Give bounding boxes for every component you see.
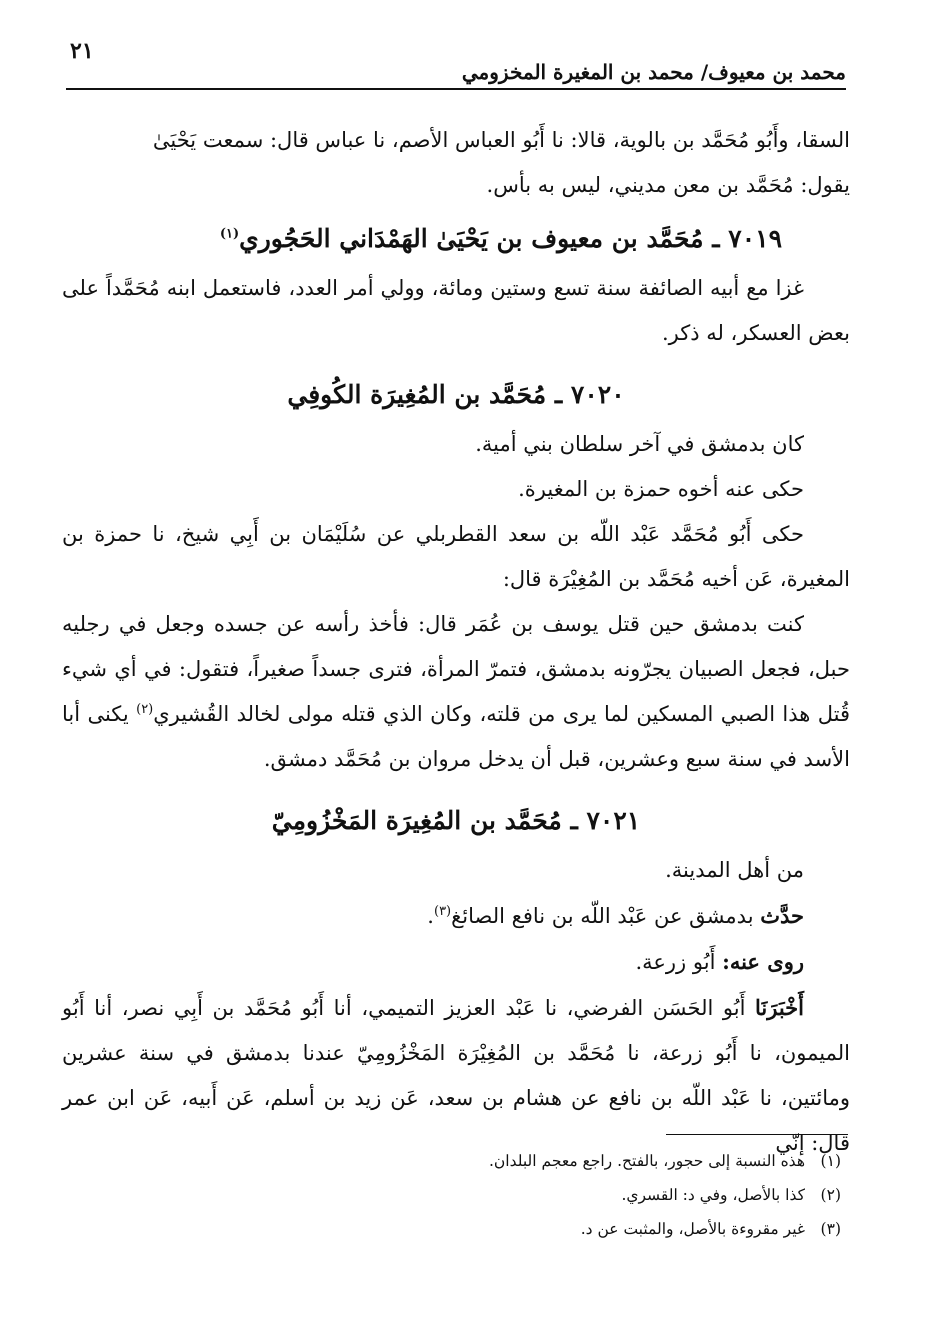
entry-7020-paragraph-2: حكى عنه أخوه حمزة بن المغيرة. bbox=[518, 477, 804, 501]
entry-7021-paragraph-3 bbox=[62, 939, 850, 985]
page-number: ٢١ bbox=[70, 38, 94, 64]
entry-7020-paragraph-4 bbox=[62, 602, 850, 782]
entry-7020-paragraph-3: حكى أَبُو مُحَمَّد عَبْد اللّه بن سعد القطربلي عن سُلَيْمَان بن أَبِي شيخ، نا حمزة بن المغيرة، عَن أخيه مُحَمَّد بن المُغِيْرَة قال: bbox=[62, 522, 850, 591]
footnote-ref-1: (١) bbox=[219, 226, 240, 242]
footnote-ref-2: (٢) bbox=[136, 702, 154, 717]
footnote-3 bbox=[141, 1212, 841, 1246]
entry-7020-paragraph-4-text-b: يكنى أبا الأسد في سنة سبع وعشرين، قبل أن يدخل مروان بن مُحَمَّد دمشق. bbox=[62, 702, 850, 771]
footnote-1-number: (١) bbox=[820, 1152, 841, 1170]
continuation-line-1: السقا، وأَبُو مُحَمَّد بن بالوية، قالا: نا أَبُو العباس الأصم، نا عباس قال: سمعت يَحْيَىٰ bbox=[152, 128, 850, 152]
entry-7021-paragraph-4-text: أَبُو الحَسَن الفرضي، نا عَبْد العزيز التميمي، أنا أَبُو مُحَمَّد بن أَبِي نصر، أنا أَبُو الميمون، نا أَبُو زرعة، نا مُحَمَّد بن المُغِيْرَة المَخْزُومِيّ عندنا بدمشق في سنة عشرين ومائتين، نا عَبْد اللّه بن نافع عن هشام بن سعد، عَن زيد بن أسلم، عَن أَبيه، عَن ابن عمر قال: إنّي bbox=[62, 996, 850, 1155]
footnote-3-text: غير مقروءة بالأصل، والمثبت عن د. bbox=[580, 1220, 805, 1238]
page-header bbox=[66, 38, 846, 90]
entry-7020-paragraph-1: كان بدمشق في آخر سلطان بني أمية. bbox=[475, 432, 804, 456]
footnote-1-text: هذه النسبة إلى حجور، بالفتح. راجع معجم البلدان. bbox=[489, 1152, 805, 1170]
entry-7021-paragraph-2-text: بدمشق عن عَبْد اللّه بن نافع الصائغ bbox=[451, 904, 761, 928]
running-title: محمد بن معيوف/ محمد بن المغيرة المخزومي bbox=[461, 60, 846, 84]
entry-7020-paragraph-4-text-a: كنت بدمشق حين قتل يوسف بن عُمَر قال: فأخذ رأسه عن جسده وجعل في رجليه حبل، فجعل الصبيان يجرّونه بدمشق، فتمرّ المرأة، فترى جسداً صغيراً، فتقول: في أي شيء قُتل هذا الصبي المسكين لما يرى من قلته، وكان الذي قتله مولى لخالد القُشيري bbox=[62, 612, 850, 726]
entry-7021-paragraph-1: من أهل المدينة. bbox=[665, 858, 804, 882]
main-text bbox=[62, 118, 850, 1166]
entry-7021-paragraph-3-text: أَبُو زرعة. bbox=[635, 950, 723, 974]
footnote-separator bbox=[666, 1134, 848, 1135]
continuation-line-2: يقول: مُحَمَّد بن معن مديني، ليس به بأس. bbox=[486, 173, 850, 197]
keyword-rawa-anhu: روى عنه: bbox=[722, 949, 804, 974]
paragraph-continuation bbox=[62, 118, 850, 208]
entry-title-7021: ٧٠٢١ ـ مُحَمَّد بن المُغِيرَة المَخْزُومِيّ bbox=[271, 806, 641, 835]
entry-7021-paragraph-4 bbox=[62, 985, 850, 1166]
footnote-2-text: كذا بالأصل، وفي د: القسري. bbox=[621, 1186, 805, 1204]
entry-title-7019 bbox=[62, 214, 850, 264]
entry-7019-paragraph: غزا مع أبيه الصائفة سنة تسع وستين ومائة، وولي أمر العدد، فاستعمل ابنه مُحَمَّداً على بعض العسكر، له ذكر. bbox=[62, 276, 850, 345]
footnote-3-number: (٣) bbox=[820, 1220, 841, 1238]
entry-title-7020: ٧٠٢٠ ـ مُحَمَّد بن المُغِيرَة الكُوفِي bbox=[287, 380, 625, 409]
footnote-ref-3: (٣) bbox=[433, 904, 452, 919]
entry-7021-paragraph-2-end: . bbox=[427, 904, 434, 928]
footnote-2 bbox=[141, 1178, 841, 1212]
entry-title-7019-text: ٧٠١٩ ـ مُحَمَّد بن معيوف بن يَحْيَىٰ الهَمْدَاني الحَجُوري bbox=[239, 224, 782, 253]
keyword-haddatha: حدَّث bbox=[760, 903, 804, 928]
entry-7021-paragraph-2 bbox=[62, 893, 850, 939]
footnote-2-number: (٢) bbox=[820, 1186, 841, 1204]
keyword-akhbarana: أَخْبَرَنَا bbox=[755, 995, 804, 1020]
footnote-1 bbox=[141, 1144, 841, 1178]
footnotes bbox=[141, 1144, 841, 1246]
